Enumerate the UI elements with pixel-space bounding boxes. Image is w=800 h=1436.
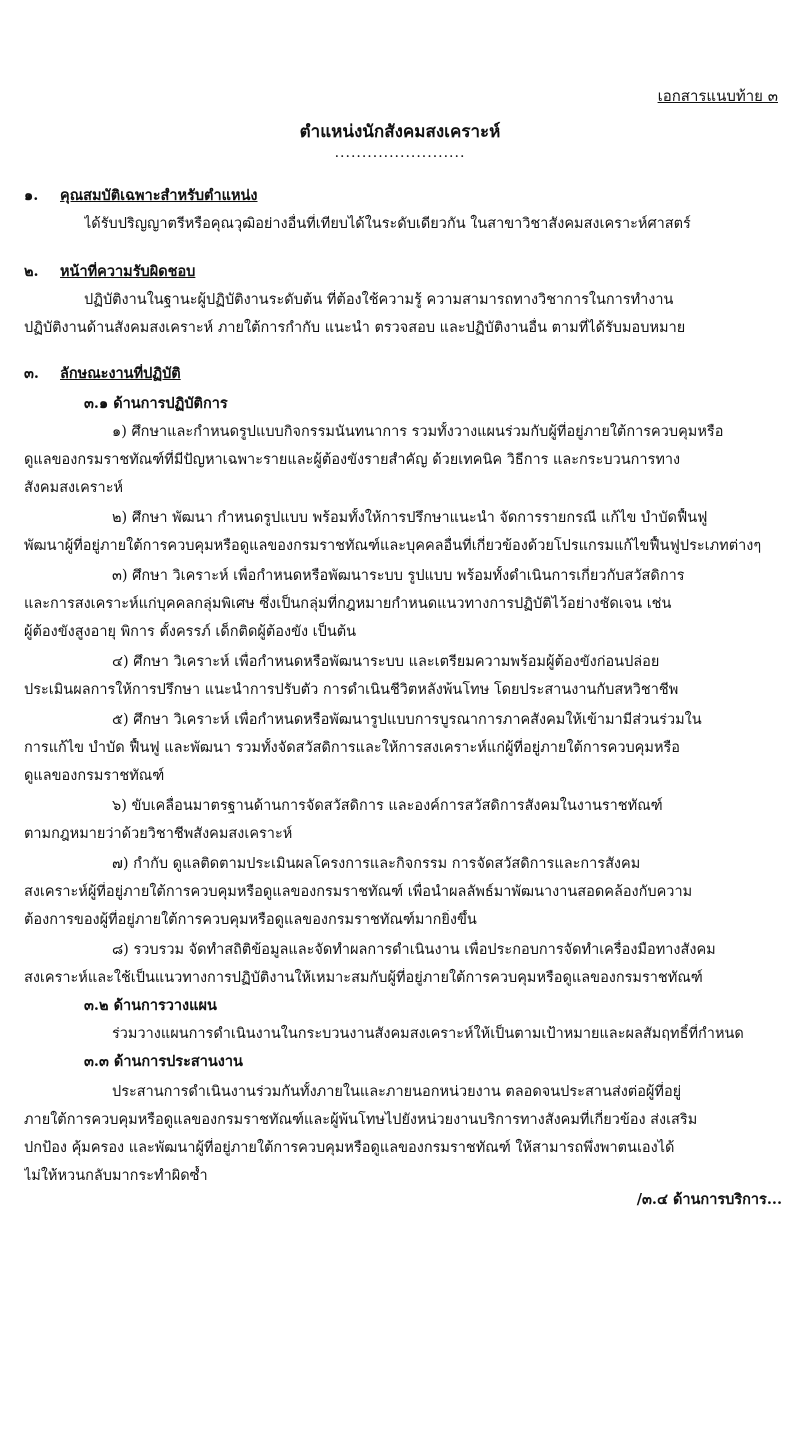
paragraph-line: สงเคราะห์และใช้เป็นแนวทางการปฏิบัติงานให้เหมาะสมกับผู้ที่อยู่ภายใต้การควบคุมหรือดูแลของกรมราชทัณฑ์ [24,970,703,986]
paragraph-line: ประสานการดำเนินงานร่วมกันทั้งภายในและภายนอกหน่วยงาน ตลอดจนประสานส่งต่อผู้ที่อยู่ [112,1084,682,1100]
section-title: หน้าที่ความรับผิดชอบ [60,263,196,280]
section-number: ๓. [24,365,39,382]
page-title: ตำแหน่งนักสังคมสงเคราะห์ [299,122,501,142]
paragraph-line: พัฒนาผู้ที่อยู่ภายใต้การควบคุมหรือดูแลของกรมราชทัณฑ์และบุคคลอื่นที่เกี่ยวข้องด้วยโปรแกรมแก้ไขฟื้นฟูประเภทต่างๆ [24,538,762,554]
paragraph-line: ปฏิบัติงานด้านสังคมสงเคราะห์ ภายใต้การกำกับ แนะนำ ตรวจสอบ และปฏิบัติงานอื่น ตามที่ได้รับมอบหมาย [24,320,686,336]
paragraph-line: ตามกฎหมายว่าด้วยวิชาชีพสังคมสงเคราะห์ [24,826,293,842]
subsection-heading: ๓.๒ ด้านการวางแผน [84,997,217,1014]
paragraph-line: การแก้ไข บำบัด ฟื้นฟู และพัฒนา รวมทั้งจัดสวัสดิการและให้การสงเคราะห์แก่ผู้ที่อยู่ภายใต้การควบคุมหรือ [24,740,680,756]
subsection-heading: ๓.๓ ด้านการประสานงาน [84,1053,243,1070]
paragraph-line: ภายใต้การควบคุมหรือดูแลของกรมราชทัณฑ์และผู้พ้นโทษไปยังหน่วยงานบริการทางสังคมที่เกี่ยวข้อง ส่งเสริม [24,1112,698,1128]
paragraph-line: ๑) ศึกษาและกำหนดรูปแบบกิจกรรมนันทนาการ รวมทั้งวางแผนร่วมกับผู้ที่อยู่ภายใต้การควบคุมหรือ [112,424,724,440]
title-separator: ........................ [334,145,466,161]
section-heading [24,262,784,282]
paragraph-line: ๗) กำกับ ดูแลติดตามประเมินผลโครงการและกิจกรรม การจัดสวัสดิการและการสังคม [112,856,641,872]
section-heading [24,364,784,384]
paragraph-line: และการสงเคราะห์แก่บุคคลกลุ่มพิเศษ ซึ่งเป็นกลุ่มที่กฎหมายกำหนดแนวทางการปฏิบัติไว้อย่างชัดเจน เช่น [24,596,672,612]
paragraph-line: ต้องการของผู้ที่อยู่ภายใต้การควบคุมหรือดูแลของกรมราชทัณฑ์มากยิ่งขึ้น [24,912,477,928]
paragraph-line: ๒) ศึกษา พัฒนา กำหนดรูปแบบ พร้อมทั้งให้การปรึกษาแนะนำ จัดการรายกรณี แก้ไข บำบัดฟื้นฟู [112,510,708,526]
section-number: ๑. [24,187,39,204]
section-heading [24,186,784,206]
paragraph-line: ร่วมวางแผนการดำเนินงานในกระบวนงานสังคมสงเคราะห์ให้เป็นตามเป้าหมายและผลสัมฤทธิ์ที่กำหนด [112,1026,744,1042]
annex-label: เอกสารแนบท้าย ๓ [657,87,778,105]
paragraph-line: ๖) ขับเคลื่อนมาตรฐานด้านการจัดสวัสดิการ และองค์การสวัสดิการสังคมในงานราชทัณฑ์ [112,798,663,814]
page-continuation: /๓.๔ ด้านการบริการ... [636,1191,782,1208]
paragraph-line: ประเมินผลการให้การปรึกษา แนะนำการปรับตัว การดำเนินชีวิตหลังพ้นโทษ โดยประสานงานกับสหวิชาชีพ [24,682,679,698]
paragraph-line: สงเคราะห์ผู้ที่อยู่ภายใต้การควบคุมหรือดูแลของกรมราชทัณฑ์ เพื่อนำผลลัพธ์มาพัฒนางานสอดคล้องกับความ [24,884,693,900]
section-number: ๒. [24,263,39,280]
paragraph-line: ปฏิบัติงานในฐานะผู้ปฏิบัติงานระดับต้น ที่ต้องใช้ความรู้ ความสามารถทางวิชาการในการทำงาน [84,292,674,308]
section-title: คุณสมบัติเฉพาะสำหรับตำแหน่ง [60,187,258,204]
paragraph-line: ได้รับปริญญาตรีหรือคุณวุฒิอย่างอื่นที่เทียบได้ในระดับเดียวกัน ในสาขาวิชาสังคมสงเคราะห์ศาสตร์ [84,216,691,232]
paragraph-line: ๕) ศึกษา วิเคราะห์ เพื่อกำหนดหรือพัฒนารูปแบบการบูรณาการภาคสังคมให้เข้ามามีส่วนร่วมใน [112,712,702,728]
paragraph-line: สังคมสงเคราะห์ [24,480,124,496]
section-title: ลักษณะงานที่ปฏิบัติ [60,365,181,382]
paragraph-line: ดูแลของกรมราชทัณฑ์ [24,768,165,784]
paragraph-line: ๘) รวบรวม จัดทำสถิติข้อมูลและจัดทำผลการดำเนินงาน เพื่อประกอบการจัดทำเครื่องมือทางสังคม [112,942,716,958]
paragraph-line: ๔) ศึกษา วิเคราะห์ เพื่อกำหนดหรือพัฒนาระบบ และเตรียมความพร้อมผู้ต้องขังก่อนปล่อย [112,654,660,670]
subsection-heading: ๓.๑ ด้านการปฏิบัติการ [84,395,228,412]
paragraph-line: ปกป้อง คุ้มครอง และพัฒนาผู้ที่อยู่ภายใต้การควบคุมหรือดูแลของกรมราชทัณฑ์ ให้สามารถพึ่งพาตนเองได้ [24,1140,675,1156]
paragraph-line: ดูแลของกรมราชทัณฑ์ที่มีปัญหาเฉพาะรายและผู้ต้องขังรายสำคัญ ด้วยเทคนิค วิธีการ และกระบวนการทาง [24,452,681,468]
paragraph-line: ๓) ศึกษา วิเคราะห์ เพื่อกำหนดหรือพัฒนาระบบ รูปแบบ พร้อมทั้งดำเนินการเกี่ยวกับสวัสดิการ [112,568,685,584]
paragraph-line: ไม่ให้หวนกลับมากระทำผิดซ้ำ [24,1168,208,1184]
paragraph-line: ผู้ต้องขังสูงอายุ พิการ ตั้งครรภ์ เด็กติดผู้ต้องขัง เป็นต้น [24,624,357,640]
